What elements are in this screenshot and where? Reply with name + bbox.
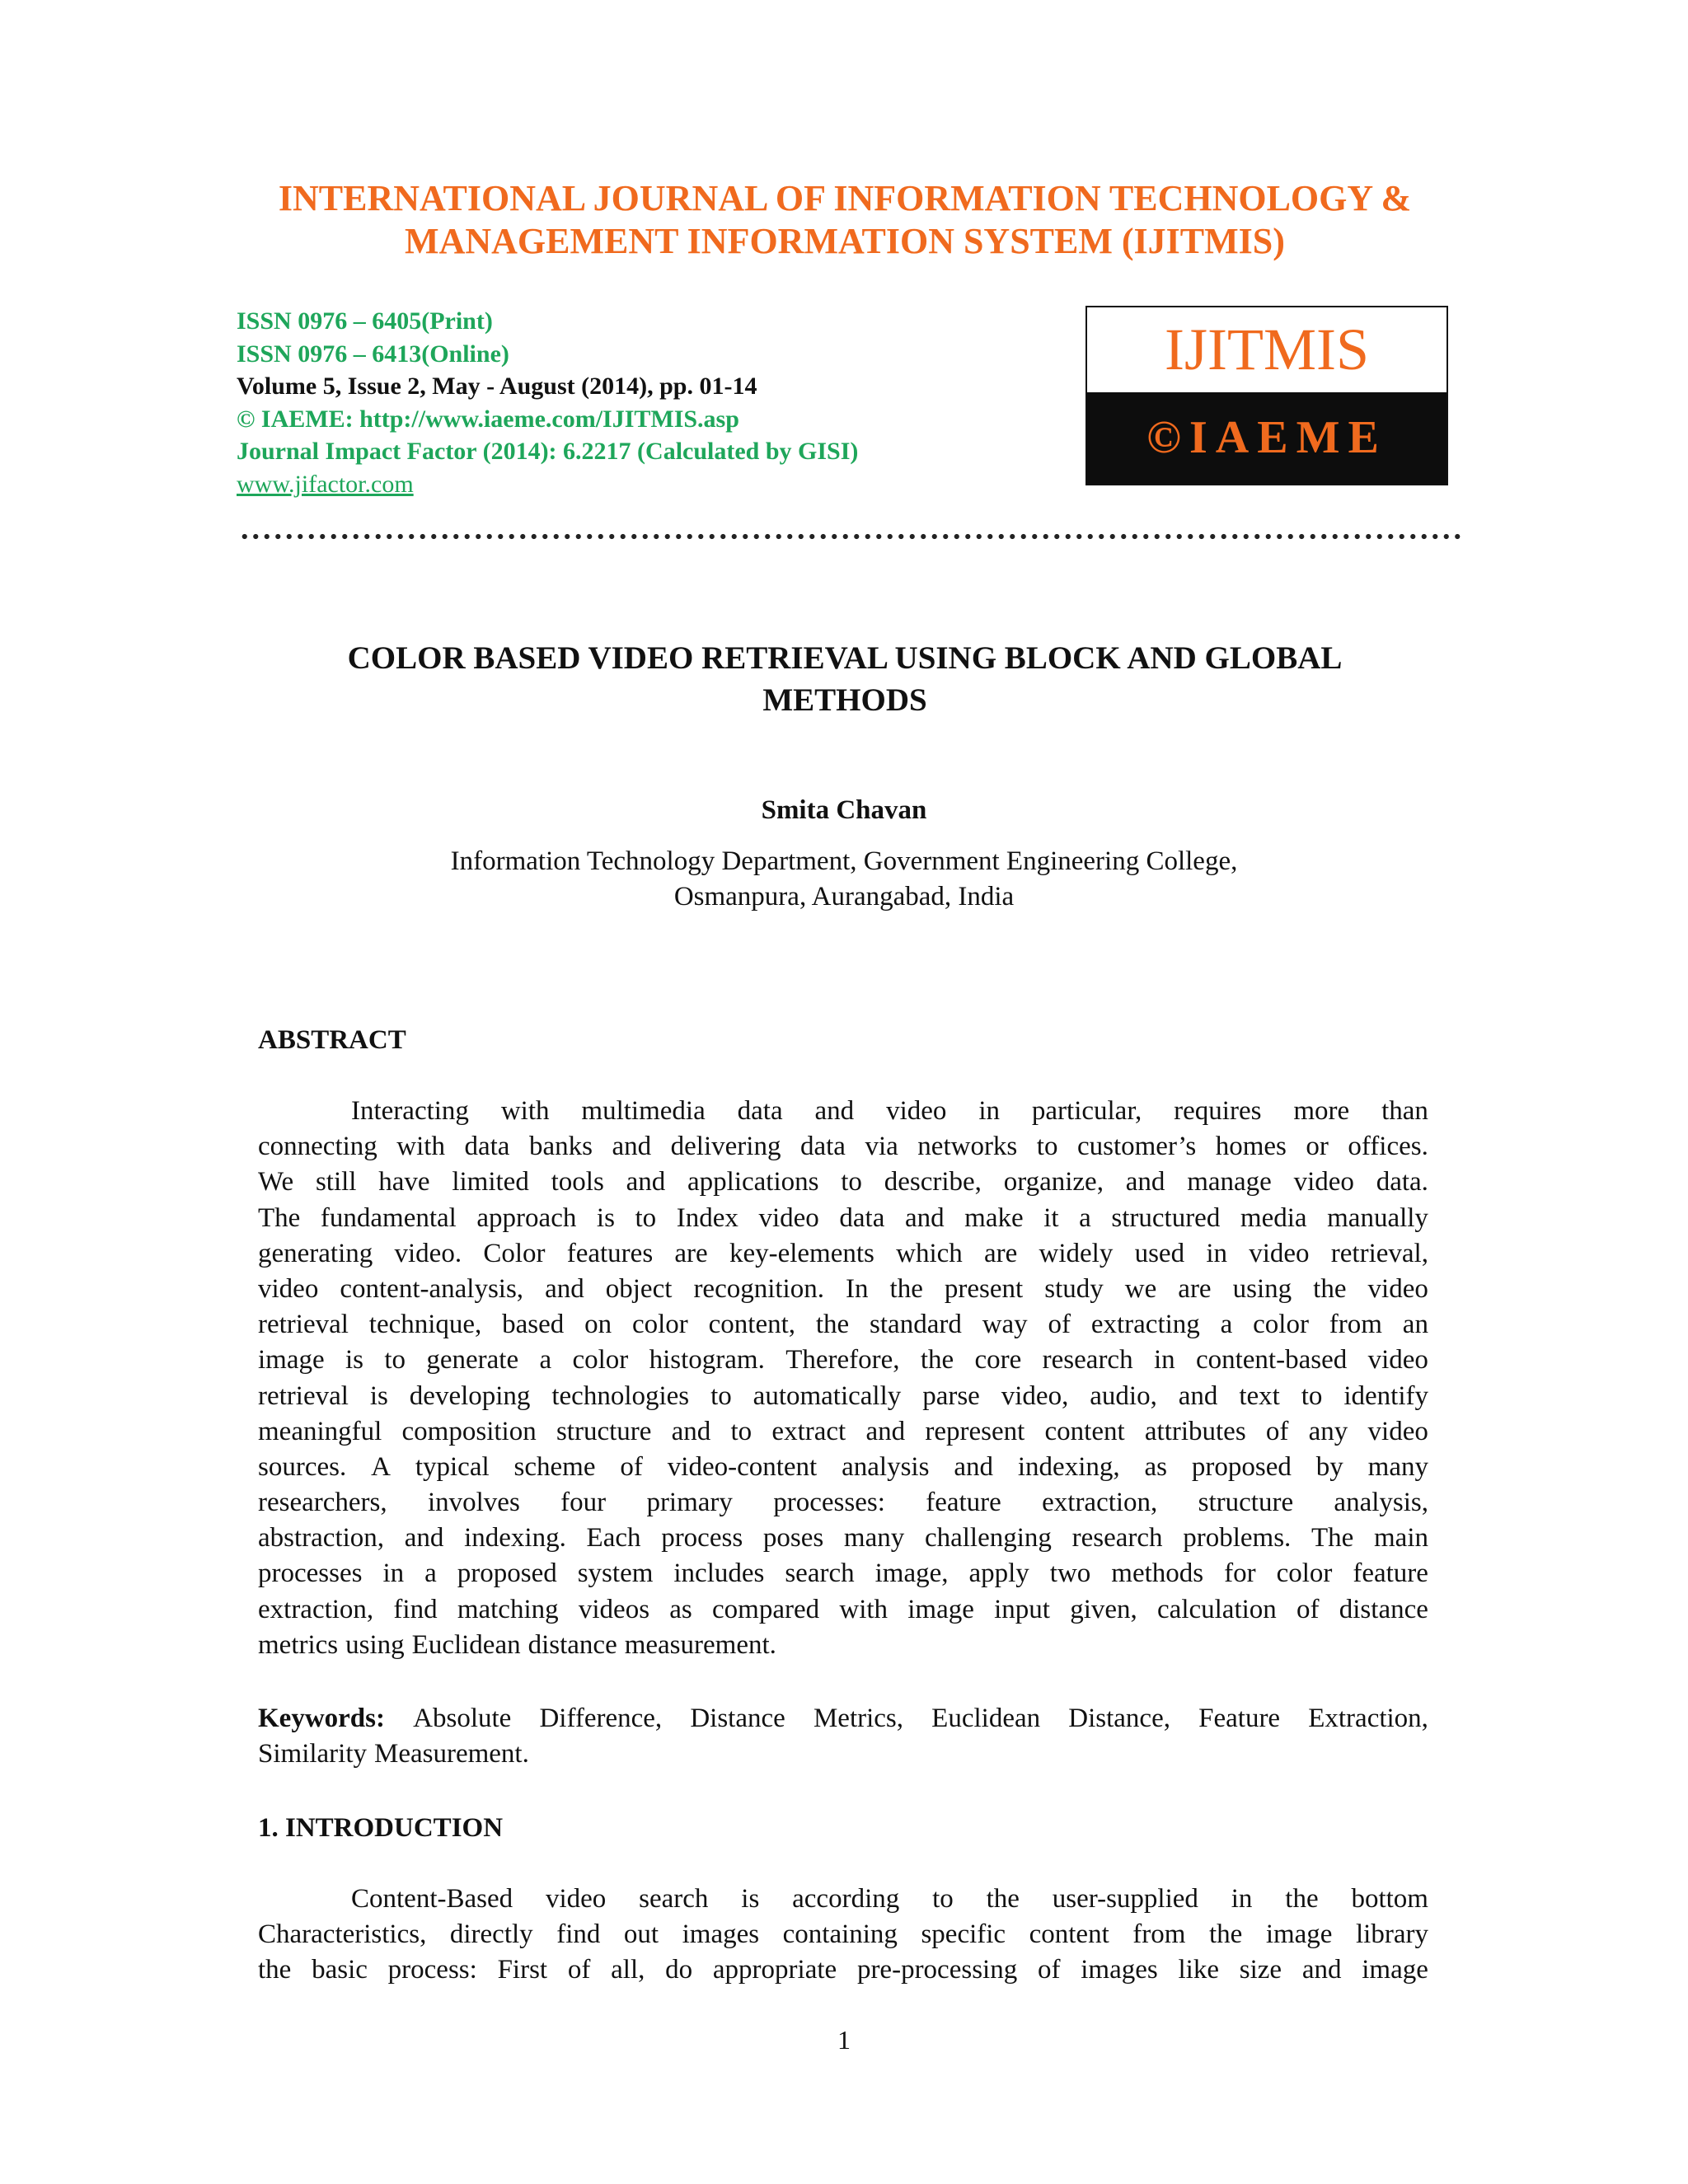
issn-print: ISSN 0976 – 6405(Print)	[237, 307, 493, 335]
keywords-line-1: Keywords: Absolute Difference, Distance Metrics, Euclidean Distance, Feature Extraction,	[258, 1701, 1428, 1736]
abstract-line: The fundamental approach is to Index video data and make it a structured media manually	[258, 1202, 1428, 1233]
abstract-line: connecting with data banks and delivering data via networks to customer’s homes or offices.	[258, 1132, 1428, 1162]
abstract-line: metrics using Euclidean distance measurement.	[258, 1629, 776, 1660]
affiliation-line-2: Osmanpura, Aurangabad, India	[673, 882, 1015, 912]
introduction-heading: 1. INTRODUCTION	[258, 1813, 504, 1843]
abstract-line: retrieval technique, based on color content, the standard way of extracting a color from an	[258, 1310, 1428, 1340]
affiliation-line-1: Information Technology Department, Government Engineering College,	[450, 846, 1238, 876]
abstract-line: abstraction, and indexing. Each process poses many challenging research problems. The main	[258, 1523, 1428, 1554]
author-name: Smita Chavan	[761, 795, 927, 825]
keywords-line-2: Similarity Measurement.	[258, 1739, 529, 1769]
abstract-line: sources. A typical scheme of video-content analysis and indexing, as proposed by many	[258, 1451, 1428, 1482]
journal-title	[206, 177, 1484, 263]
abstract-line: processes in a proposed system includes search image, apply two methods for color feature	[258, 1558, 1428, 1589]
dotted-separator	[239, 532, 1461, 541]
introduction-line: the basic process: First of all, do appropriate pre-processing of images like size and image	[258, 1955, 1428, 1985]
abstract-line: generating video. Color features are key-elements which are widely used in video retrieval,	[258, 1238, 1428, 1268]
abstract-line: video content-analysis, and object recognition. In the present study we are using the video	[258, 1273, 1428, 1304]
abstract-line: Interacting with multimedia data and video in particular, requires more than	[351, 1096, 1428, 1126]
logo-iaeme: ©IAEME	[1087, 392, 1447, 484]
logo-ijitmis: IJITMIS	[1087, 307, 1447, 392]
impact-factor: Journal Impact Factor (2014): 6.2217 (Calculated by GISI)	[237, 438, 859, 465]
paper-title	[206, 637, 1484, 721]
journal-title-line-2: MANAGEMENT INFORMATION SYSTEM (IJITMIS)	[405, 221, 1285, 261]
keywords	[258, 1701, 1428, 1772]
journal-meta	[237, 305, 858, 500]
abstract-body	[258, 1094, 1428, 1663]
issn-online: ISSN 0976 – 6413(Online)	[237, 340, 509, 368]
abstract-line: meaningful composition structure and to extract and represent content attributes of any video	[258, 1416, 1428, 1446]
abstract-line: image is to generate a color histogram. Therefore, the core research in content-based video	[258, 1345, 1428, 1376]
paper-title-line-2: METHODS	[762, 682, 927, 718]
abstract-line: retrieval is developing technologies to automatically parse video, audio, and text to identify	[258, 1380, 1428, 1411]
abstract-line: We still have limited tools and applications to describe, organize, and manage video data.	[258, 1167, 1428, 1197]
iaeme-link[interactable]: © IAEME: http://www.iaeme.com/IJITMIS.asp	[237, 405, 739, 433]
journal-logo	[1085, 306, 1448, 485]
keywords-label: Keywords:	[258, 1704, 385, 1733]
abstract-line: extraction, find matching videos as compared with image input given, calculation of distance	[258, 1594, 1428, 1624]
introduction-body	[258, 1882, 1428, 1989]
paper-title-line-1: COLOR BASED VIDEO RETRIEVAL USING BLOCK AND GLOBAL	[347, 640, 1343, 676]
abstract-heading: ABSTRACT	[258, 1025, 406, 1055]
jifactor-link[interactable]: www.jifactor.com	[237, 470, 414, 498]
volume-info: Volume 5, Issue 2, May - August (2014), pp. 01-14	[237, 373, 757, 400]
introduction-line: Content-Based video search is according to the user-supplied in the bottom	[351, 1884, 1428, 1914]
introduction-line: Characteristics, directly find out images containing specific content from the image library	[258, 1919, 1428, 1950]
affiliation	[0, 844, 1688, 915]
abstract-line: researchers, involves four primary processes: feature extraction, structure analysis,	[258, 1488, 1428, 1518]
page-number: 1	[837, 2025, 851, 2055]
journal-title-line-1: INTERNATIONAL JOURNAL OF INFORMATION TECHNOLOGY &	[278, 178, 1412, 218]
